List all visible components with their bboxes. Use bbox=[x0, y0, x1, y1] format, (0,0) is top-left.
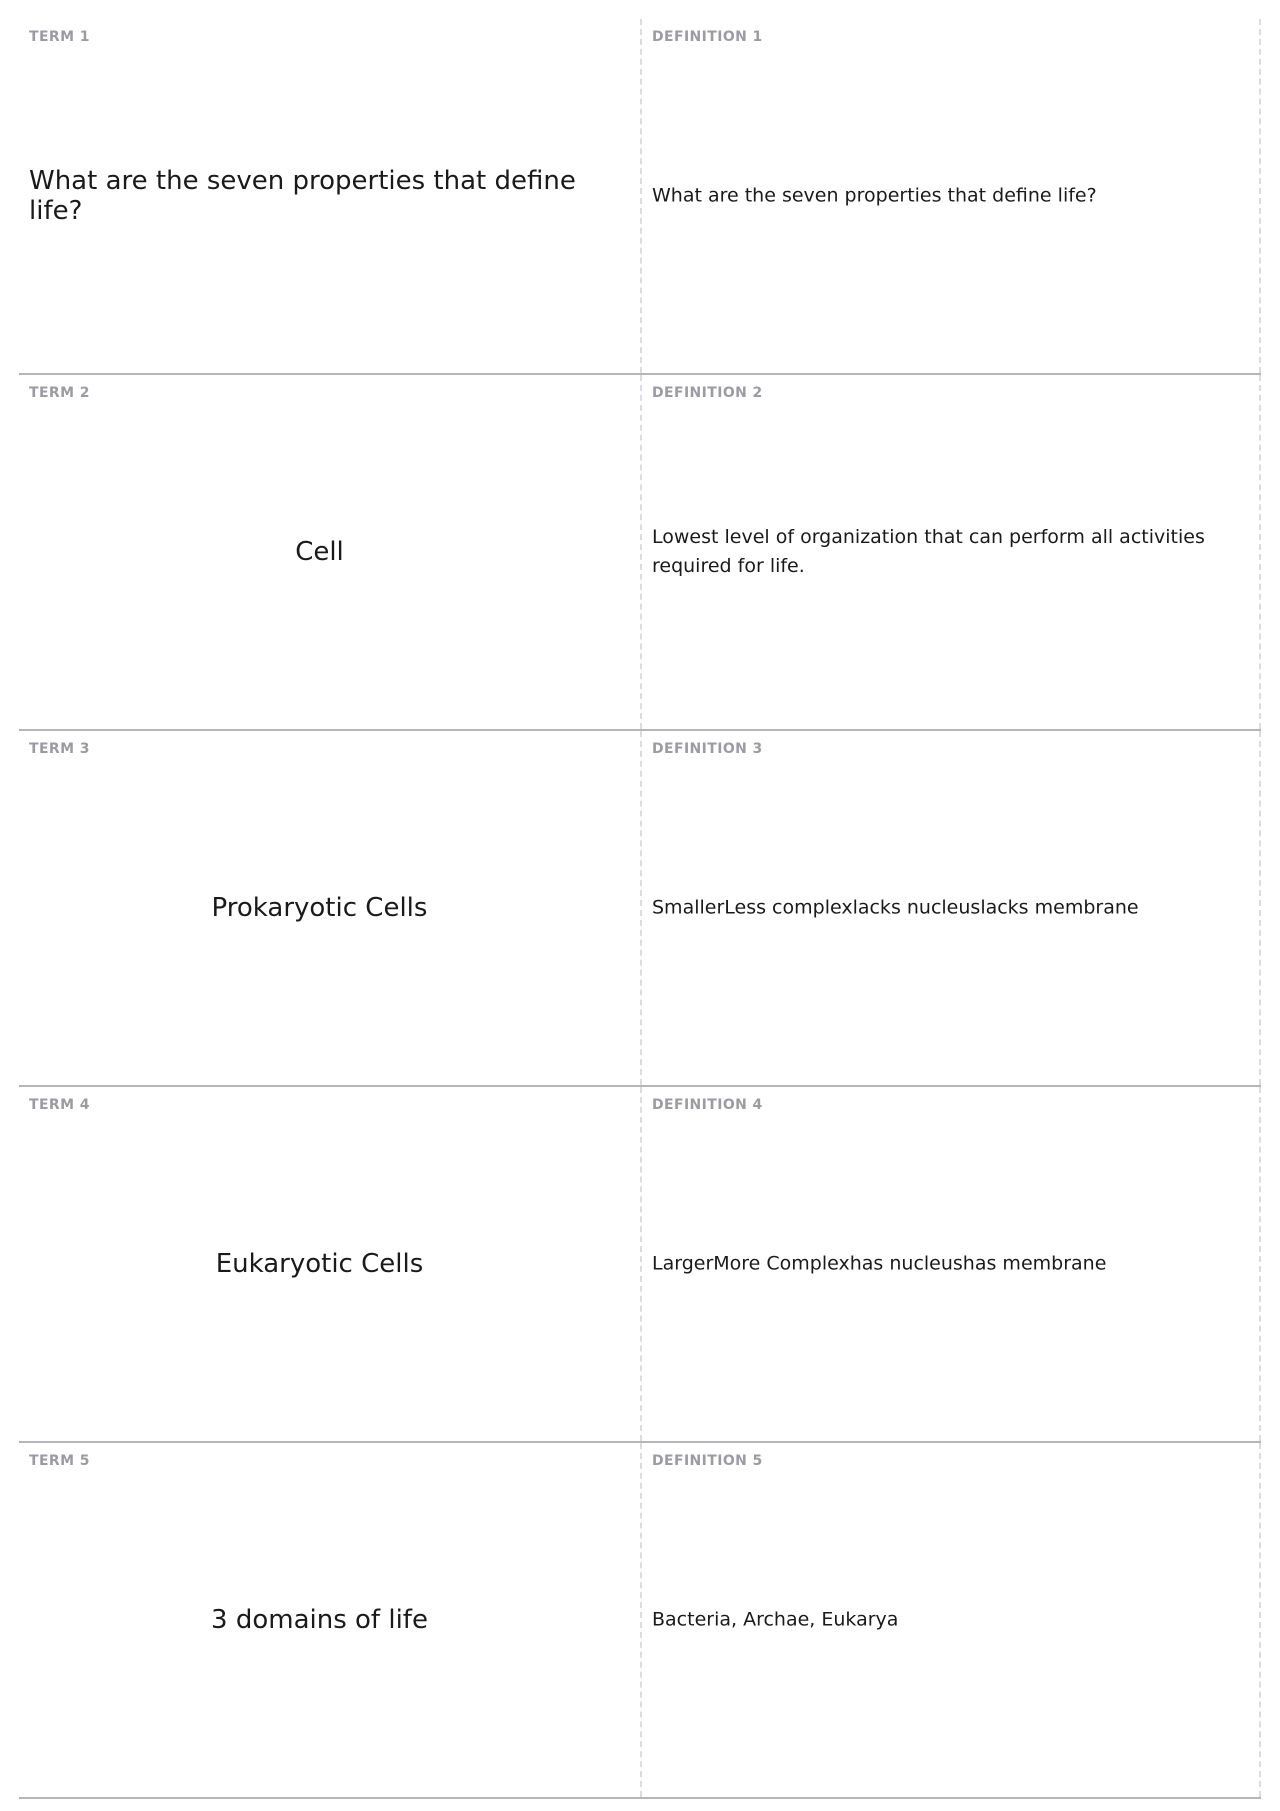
definition-cell bbox=[642, 1443, 1261, 1797]
flashcard-row bbox=[19, 375, 1261, 731]
term-text: 3 domains of life bbox=[211, 1605, 428, 1635]
flashcard-row bbox=[19, 731, 1261, 1087]
definition-label: DEFINITION 1 bbox=[652, 29, 763, 45]
term-cell bbox=[19, 375, 642, 729]
definition-cell bbox=[642, 731, 1261, 1085]
definition-label: DEFINITION 3 bbox=[652, 741, 763, 757]
flashcard-row bbox=[19, 1443, 1261, 1799]
term-label: TERM 4 bbox=[29, 1097, 90, 1113]
flashcard-row bbox=[19, 1087, 1261, 1443]
term-cell bbox=[19, 1087, 642, 1441]
definition-text: SmallerLess complexlacks nucleuslacks membrane bbox=[652, 896, 1139, 919]
definition-cell bbox=[642, 1087, 1261, 1441]
term-text: What are the seven properties that define life? bbox=[29, 166, 576, 226]
term-text: Prokaryotic Cells bbox=[211, 893, 428, 923]
definition-text: LargerMore Complexhas nucleushas membrane bbox=[652, 1252, 1107, 1275]
term-cell bbox=[19, 731, 642, 1085]
definition-text: Lowest level of organization that can perform all activities required for life. bbox=[652, 526, 1205, 577]
definition-text: What are the seven properties that define life? bbox=[652, 184, 1097, 207]
definition-cell bbox=[642, 19, 1261, 373]
flashcard-sheet bbox=[19, 19, 1261, 1799]
term-text: Eukaryotic Cells bbox=[215, 1249, 424, 1279]
definition-label: DEFINITION 4 bbox=[652, 1097, 763, 1113]
flashcard-row bbox=[19, 19, 1261, 375]
definition-text: Bacteria, Archae, Eukarya bbox=[652, 1608, 899, 1631]
definition-cell bbox=[642, 375, 1261, 729]
term-label: TERM 3 bbox=[29, 741, 90, 757]
definition-label: DEFINITION 5 bbox=[652, 1453, 763, 1469]
term-label: TERM 1 bbox=[29, 29, 90, 45]
term-cell bbox=[19, 1443, 642, 1797]
term-label: TERM 2 bbox=[29, 385, 90, 401]
term-label: TERM 5 bbox=[29, 1453, 90, 1469]
definition-label: DEFINITION 2 bbox=[652, 385, 763, 401]
term-cell bbox=[19, 19, 642, 373]
term-text: Cell bbox=[295, 537, 344, 567]
